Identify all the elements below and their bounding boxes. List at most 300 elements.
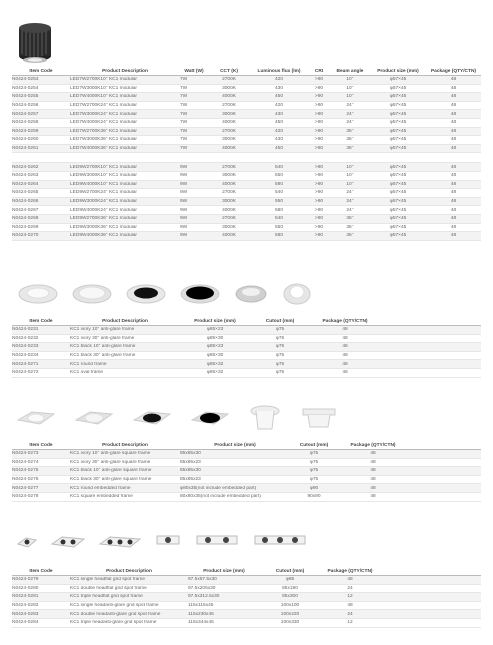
table-cell: 4000K [222,146,236,152]
col-header: Package (QTY/CTN) [430,69,477,74]
col-header: Luminous flux (lm) [257,69,301,74]
table-cell: 430 [274,85,283,91]
col-header: Cutout (mm) [275,569,305,574]
table-cell: φ75 [275,344,285,350]
table-cell: 24° [346,190,354,196]
table-cell: N0424-0279 [12,577,39,583]
table-cell: 540 [274,164,283,170]
table-cell: 540 [274,190,283,196]
table-cell: 4000K [222,94,236,100]
table-cell: 9W [180,207,188,213]
oval-frame-image [282,280,312,306]
table-cell: KC1 double headanti-glare grid spot frame [70,611,161,617]
table-row [12,369,481,378]
table-cell: 48 [450,146,457,152]
table-cell: KC1 round frame [70,361,107,367]
table-cell: 2700K [222,128,236,134]
table-cell: LED7W3000K36° KC1 modular [70,137,137,143]
table-cell: φ57×45 [389,94,407,100]
table-cell: 115x344x45 [188,620,214,626]
table-row [12,181,481,190]
grid-frames-images [12,528,481,556]
black-30-square-frame-image [190,406,230,430]
table-row [12,343,481,352]
table-cell: N0424-0259 [12,128,39,134]
col-header: Product Description [106,569,152,574]
table-cell: >90 [314,85,324,91]
table-cell: φ57×45 [389,216,407,222]
table-row [12,198,481,207]
table-cell: N0424-0283 [12,611,39,617]
table-cell: 48 [450,199,457,205]
col-header: Watt (W) [184,69,204,74]
table-cell: N0424-0253 [12,77,39,83]
table-cell: KC1 triple headanti-glare grid spot frame [70,620,157,626]
table-cell: 3000K [222,111,236,117]
table-cell: >90 [314,216,324,222]
table-cell: >90 [314,199,324,205]
table-cell: φ80x35(not include embedded part) [180,485,257,491]
table-cell: N0424-0280 [12,585,39,591]
triple-flat-grid-image [98,532,142,552]
table-cell: 420 [274,128,283,134]
table-cell: KC1 single headflat grid spot frame [70,577,145,583]
table-row [12,484,481,493]
table-cell: KC1 square embedded frame [70,494,133,500]
ivory-10-square-frame-image [16,406,56,430]
table-cell: 48 [450,181,457,187]
table-cell: 48 [370,485,376,491]
table-cell: 36° [346,137,354,143]
table-cell: 48 [342,353,348,359]
table-cell: N0424-0266 [12,199,39,205]
table-cell: N0424-0258 [12,120,39,126]
table-cell: φ57×45 [389,146,407,152]
table-cell: 48 [450,216,457,222]
table-cell: N0424-0267 [12,207,39,213]
table-cell: LED9W2700K36° KC1 modular [70,216,137,222]
table-cell: LED9W3000K36° KC1 modular [70,224,137,230]
table-cell: φ57×45 [389,173,407,179]
table-cell: 85x190 [282,585,298,591]
table-cell: LED9W4000K36° KC1 modular [70,233,137,239]
table-cell: 48 [370,494,376,500]
module-product-image [12,14,58,64]
table-cell: LED7W2700K10° KC1 modular [70,77,137,83]
table-cell: KC1 ivory 30° anti-glare frame [70,335,135,341]
table-cell: φ85×23 [206,344,224,350]
table-cell: 85x300 [282,594,298,600]
table-cell: 48 [450,164,457,170]
table-cell: 48 [450,190,457,196]
table-cell: KC1 black 30° anti-glare square frame [70,477,152,483]
table-cell: φ75 [309,459,319,465]
table-row [12,476,481,485]
table-cell: 97.5x205x30 [188,585,216,591]
table-row [12,172,481,181]
table-cell: 450 [274,94,283,100]
table-cell: 4000K [222,207,236,213]
round-frame-image [234,282,268,304]
table-cell: LED7W4000K24° KC1 modular [70,120,137,126]
table-cell: N0424-0271 [12,361,39,367]
table-cell: 48 [370,459,376,465]
table-cell: 48 [450,94,457,100]
table-cell: >90 [314,146,324,152]
table-cell: φ85 [285,577,295,583]
table-cell: 12 [347,594,353,600]
table-cell: 97.5x312.5x30 [188,594,220,600]
table-cell: N0424-0282 [12,603,39,609]
square-frames-table-header [12,442,481,450]
table-cell: 9W [180,233,188,239]
col-header: Item Code [29,569,53,574]
table-cell: 48 [450,207,457,213]
table-cell: LED7W2700K36° KC1 modular [70,128,137,134]
ivory-10-frame-image [18,282,58,304]
table-cell: 24° [346,120,354,126]
table-cell: 24° [346,111,354,117]
table-cell: N0424-0233 [12,344,39,350]
col-header: Product size (mm) [194,319,236,324]
table-cell: >90 [314,120,324,126]
table-cell: >90 [314,111,324,117]
table-cell: 7W [180,137,188,143]
table-cell: 7W [180,85,188,91]
table-cell: 48 [450,128,457,134]
table-cell: LED7W4000K36° KC1 modular [70,146,137,152]
table-row [12,215,481,224]
table-cell: KC1 single headanti-glare grid spot frame [70,603,159,609]
table-cell: KC1 double headflat grid spot frame [70,585,147,591]
modular-table [12,68,481,241]
table-cell: 9W [180,173,188,179]
table-cell: φ57×45 [389,77,407,83]
table-cell: N0424-0264 [12,181,39,187]
col-header: Product size (mm) [214,443,256,448]
table-cell: LED9W4000K24° KC1 modular [70,207,137,213]
table-cell: N0424-0263 [12,173,39,179]
round-frames-images [12,278,481,308]
table-cell: φ57×45 [389,103,407,109]
table-cell: 48 [347,577,353,583]
table-cell: 9W [180,181,188,187]
table-cell: N0424-0272 [12,370,39,376]
table-row [12,576,481,585]
table-cell: LED9W2700K10° KC1 modular [70,164,137,170]
table-cell: KC1 round embedded frame [70,485,131,491]
col-header: Product Description [102,443,148,448]
table-cell: 48 [450,111,457,117]
table-cell: KC1 black 10° anti-glare frame [70,344,136,350]
table-row [12,102,481,111]
table-cell: 48 [450,173,457,179]
table-cell: 550 [274,173,283,179]
table-cell: N0424-0277 [12,485,39,491]
group-spacer [12,153,481,163]
table-cell: 10° [346,164,354,170]
table-cell: 48 [342,344,348,350]
table-cell: N0424-0274 [12,459,39,465]
table-cell: 450 [274,146,283,152]
table-row [12,352,481,361]
col-header: Package (QTY/CTN) [350,443,396,448]
table-row [12,128,481,137]
table-cell: 10° [346,173,354,179]
table-cell: 7W [180,94,188,100]
double-flat-grid-image [50,532,86,552]
table-cell: >90 [314,173,324,179]
table-cell: 550 [274,224,283,230]
table-row [12,467,481,476]
table-cell: LED7W3000K24° KC1 modular [70,111,137,117]
table-row [12,232,481,241]
table-cell: >90 [314,181,324,187]
table-cell: N0424-0262 [12,164,39,170]
table-cell: 48 [370,451,376,457]
black-10-frame-image [126,282,166,304]
black-30-frame-image [180,282,220,304]
table-cell: 7W [180,77,188,83]
table-cell: φ85×23 [206,327,224,333]
table-cell: 48 [342,370,348,376]
table-cell: N0424-0232 [12,335,39,341]
table-cell: N0424-0256 [12,103,39,109]
table-cell: 3000K [222,137,236,143]
table-cell: N0424-0284 [12,620,39,626]
table-cell: 7W [180,128,188,134]
table-cell: KC1 ivory 30° anti-glare square frame [70,459,151,465]
col-header: Item Code [29,443,53,448]
single-antiglare-grid-image [154,530,182,554]
table-cell: LED7W4000K10° KC1 modular [70,94,137,100]
square-frames-images [12,402,481,434]
table-cell: >90 [314,137,324,143]
table-cell: φ90 [309,485,319,491]
table-cell: N0424-0255 [12,94,39,100]
table-row [12,110,481,119]
table-cell: φ75 [309,451,319,457]
table-cell: φ57×45 [389,181,407,187]
table-cell: 9W [180,199,188,205]
table-cell: 24 [347,611,353,617]
table-cell: KC1 black 30° anti-glare frame [70,353,136,359]
table-cell: φ57×45 [389,128,407,134]
table-cell: 3000K [222,85,236,91]
table-cell: 85x85x23 [180,477,201,483]
col-header: Beam angle [336,69,364,74]
table-cell: 10° [346,94,354,100]
table-cell: φ57×45 [389,85,407,91]
table-cell: 48 [347,603,353,609]
round-embedded-frame-image [248,403,282,433]
table-cell: N0424-0275 [12,468,39,474]
table-row [12,189,481,198]
table-cell: 90x90 [307,494,321,500]
table-cell: >90 [314,103,324,109]
table-cell: N0424-0231 [12,327,39,333]
round-frames-table [12,318,481,378]
grid-frames-table-header [12,568,481,576]
table-cell: 580 [274,233,283,239]
round-frames-table-header [12,318,481,326]
col-header: Product Description [102,319,148,324]
table-cell: 10° [346,77,354,83]
table-cell: 48 [450,85,457,91]
table-cell: N0424-0254 [12,85,39,91]
grid-frames-table [12,568,481,628]
table-cell: φ57×45 [389,120,407,126]
table-cell: φ85×32 [206,370,224,376]
square-frames-table [12,442,481,502]
table-cell: N0424-0261 [12,146,39,152]
table-row [12,610,481,619]
table-cell: 12 [347,620,353,626]
table-cell: 48 [342,361,348,367]
table-cell: LED9W3000K24° KC1 modular [70,199,137,205]
table-row [12,93,481,102]
table-cell: N0424-0257 [12,111,39,117]
table-cell: 48 [342,327,348,333]
triple-antiglare-grid-image [252,530,308,554]
table-cell: 3000K [222,173,236,179]
table-row [12,450,481,459]
double-antiglare-grid-image [194,530,240,554]
col-header: Product size (mm) [377,69,419,74]
table-cell: N0424-0269 [12,224,39,230]
table-cell: φ75 [275,370,285,376]
table-cell: KC1 oval frame [70,370,104,376]
table-cell: 7W [180,146,188,152]
table-row [12,224,481,233]
table-cell: 100x100 [280,603,300,609]
table-cell: φ85×30 [206,335,224,341]
table-cell: N0424-0276 [12,477,39,483]
table-cell: 3000K [222,224,236,230]
table-cell: 48 [450,137,457,143]
table-cell: 10° [346,181,354,187]
table-row [12,593,481,602]
table-cell: >90 [314,164,324,170]
table-cell: 2700K [222,164,236,170]
table-cell: 4000K [222,120,236,126]
col-header: Package (QTY/CTN) [327,569,373,574]
table-row [12,119,481,128]
col-header: Package (QTY/CTN) [322,319,368,324]
table-cell: 36° [346,233,354,239]
col-header: CRI [314,69,324,74]
table-cell: 550 [274,199,283,205]
table-cell: 420 [274,103,283,109]
table-row [12,585,481,594]
table-cell: 24° [346,103,354,109]
table-cell: 24 [347,585,353,591]
table-cell: 100x220 [280,611,300,617]
table-cell: >90 [314,233,324,239]
table-row [12,136,481,145]
table-cell: 580 [274,207,283,213]
col-header: Item Code [29,319,53,324]
table-cell: 24° [346,199,354,205]
table-cell: φ57×45 [389,224,407,230]
table-cell: >90 [314,190,324,196]
table-cell: φ57×45 [389,199,407,205]
table-cell: 48 [370,468,376,474]
table-cell: φ85×32 [206,361,224,367]
square-embedded-frame-image [300,405,338,431]
table-cell: φ75 [275,361,285,367]
table-cell: 80x80x35(not include embedded part) [180,494,261,500]
table-cell: φ75 [309,477,319,483]
table-cell: 85x85x23 [180,459,201,465]
table-cell: 36° [346,128,354,134]
table-cell: 48 [450,120,457,126]
table-cell: KC1 triple headflat grid spot frame [70,594,143,600]
table-cell: N0424-0270 [12,233,39,239]
table-cell: LED9W2700K24° KC1 modular [70,190,137,196]
table-cell: φ57×45 [389,207,407,213]
table-cell: >90 [314,207,324,213]
table-cell: 9W [180,216,188,222]
table-cell: 36° [346,146,354,152]
table-cell: KC1 ivory 10° anti-glare square frame [70,451,151,457]
table-cell: 9W [180,164,188,170]
table-cell: 2700K [222,103,236,109]
table-cell: 48 [450,77,457,83]
table-cell: 7W [180,111,188,117]
table-cell: φ57×45 [389,233,407,239]
table-row [12,76,481,85]
table-cell: φ75 [309,468,319,474]
table-cell: φ85×30 [206,353,224,359]
modular-table-header [12,68,481,76]
table-cell: >90 [314,94,324,100]
table-cell: 2700K [222,77,236,83]
table-cell: φ57×45 [389,190,407,196]
table-row [12,163,481,172]
table-cell: φ75 [275,335,285,341]
table-cell: 3000K [222,199,236,205]
table-cell: N0424-0260 [12,137,39,143]
col-header: Cutout (mm) [265,319,295,324]
table-cell: 97.5x97.5x30 [188,577,217,583]
table-row [12,326,481,335]
table-cell: 100x330 [280,620,300,626]
table-cell: φ57×45 [389,111,407,117]
col-header: Product size (mm) [203,569,245,574]
col-header: CCT (K) [220,69,238,74]
table-cell: LED9W4000K10° KC1 modular [70,181,137,187]
table-cell: φ57×45 [389,164,407,170]
ivory-30-square-frame-image [74,406,114,430]
table-row [12,360,481,369]
table-cell: 2700K [222,190,236,196]
table-cell: 450 [274,120,283,126]
black-10-square-frame-image [132,406,172,430]
table-cell: N0424-0278 [12,494,39,500]
table-row [12,335,481,344]
table-cell: 430 [274,111,283,117]
table-cell: 85x85x30 [180,468,201,474]
col-header: Item Code [29,69,53,74]
ivory-30-frame-image [72,282,112,304]
table-cell: 7W [180,120,188,126]
table-cell: 430 [274,137,283,143]
table-row [12,493,481,502]
table-cell: N0424-0234 [12,353,39,359]
table-cell: 24° [346,207,354,213]
table-cell: 420 [274,77,283,83]
